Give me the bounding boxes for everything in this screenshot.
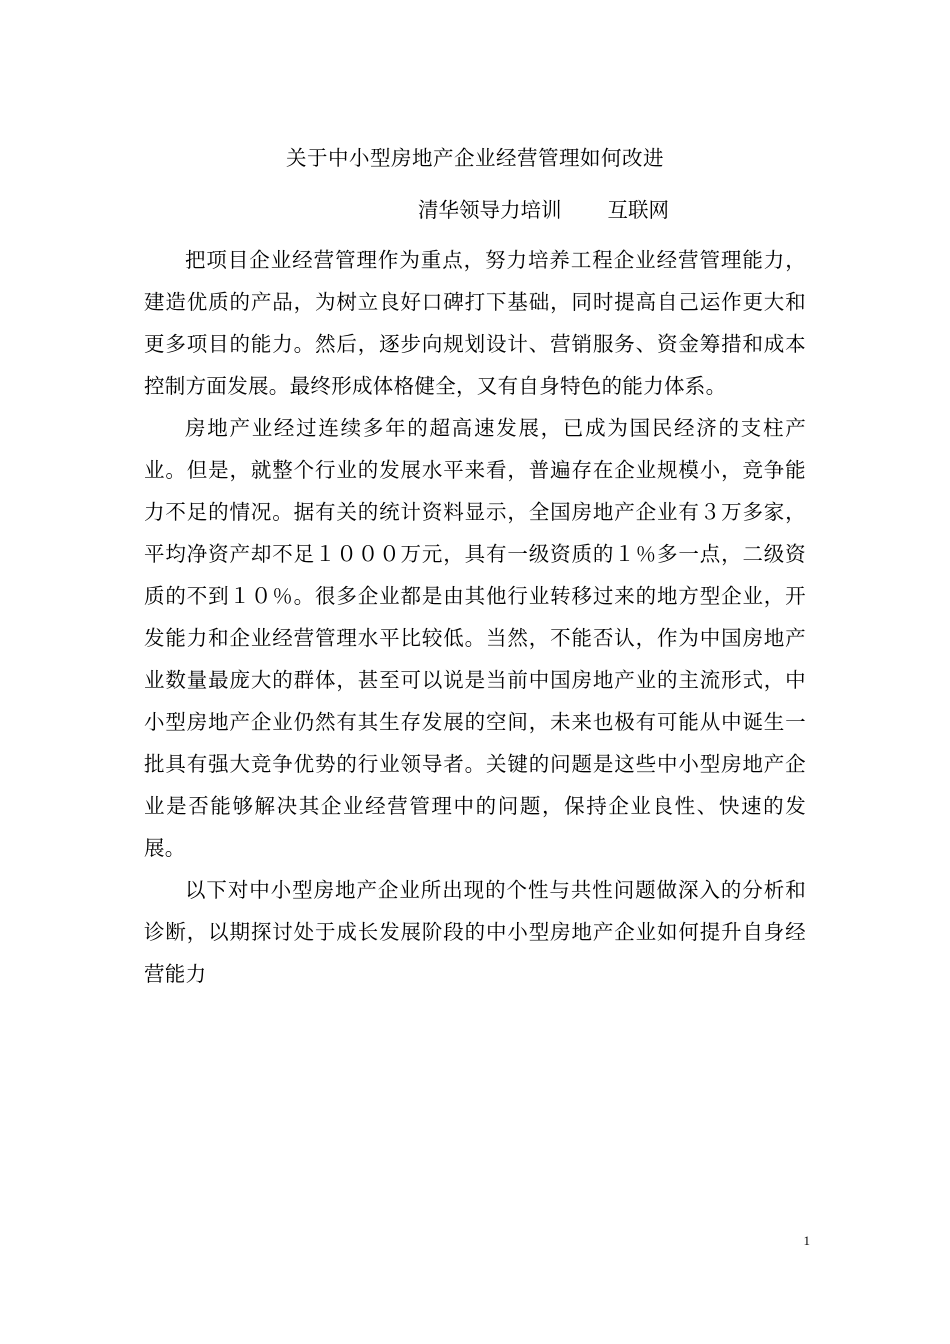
- page-number: 1: [803, 1233, 810, 1248]
- byline-author: 清华领导力培训: [418, 198, 562, 222]
- byline-source: 互联网: [607, 198, 669, 222]
- byline: [418, 195, 669, 225]
- document-title: 关于中小型房地产企业经营管理如何改进: [286, 146, 664, 170]
- paragraph-3: 以下对中小型房地产企业所出现的个性与共性问题做深入的分析和诊断，以期探讨处于成长发展阶段的中小型房地产企业如何提升自身经营能力: [144, 878, 806, 986]
- paragraph-2: 房地产业经过连续多年的超高速发展，已成为国民经济的支柱产业。但是，就整个行业的发展水平来看，普遍存在企业规模小，竞争能力不足的情况。据有关的统计资料显示，全国房地产企业有３万多家，平均净资产却不足１０００万元，具有一级资质的１％多一点，二级资质的不到１０％。很多企业都是由其他行业转移过来的地方型企业，开发能力和企业经营管理水平比较低。当然，不能否认，作为中国房地产业数量最庞大的群体，甚至可以说是当前中国房地产业的主流形式，中小型房地产企业仍然有其生存发展的空间，未来也极有可能从中诞生一批具有强大竞争优势的行业领导者。关键的问题是这些中小型房地产企业是否能够解决其企业经营管理中的问题，保持企业良性、快速的发展。: [144, 416, 806, 860]
- paragraph-1: 把项目企业经营管理作为重点，努力培养工程企业经营管理能力，建造优质的产品，为树立良好口碑打下基础，同时提高自己运作更大和更多项目的能力。然后，逐步向规划设计、营销服务、资金筹措和成本控制方面发展。最终形成体格健全，又有自身特色的能力体系。: [144, 248, 806, 398]
- document-body: [144, 239, 806, 995]
